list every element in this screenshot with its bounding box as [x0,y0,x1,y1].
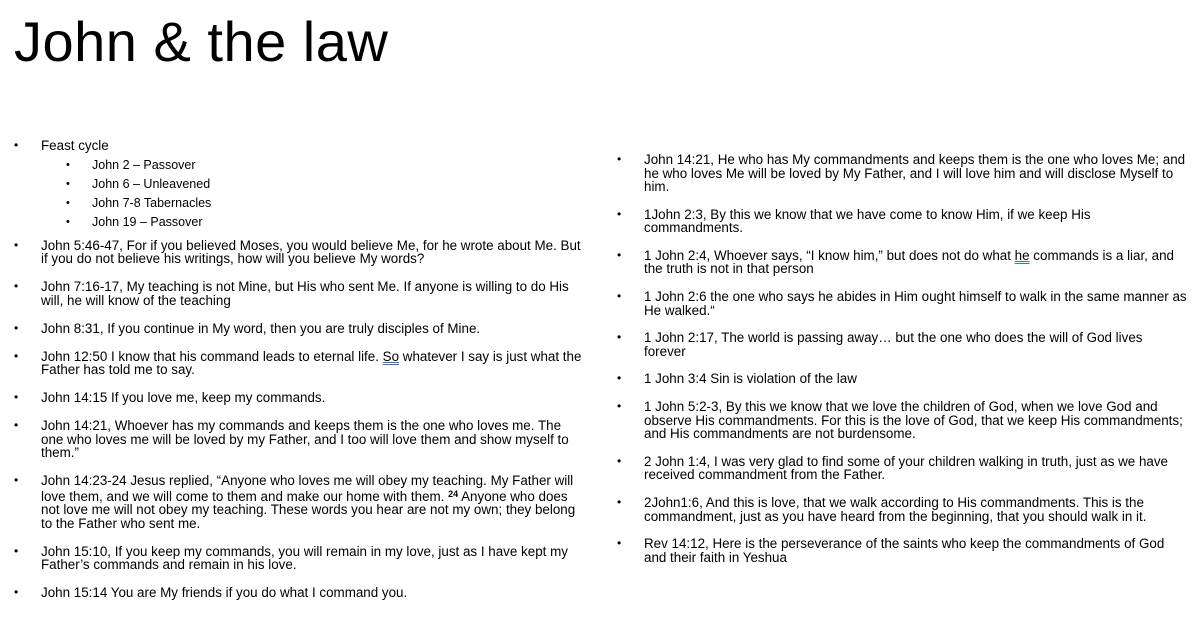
bullet-icon: • [66,177,70,190]
bullet-icon: • [14,237,19,252]
bullet-icon: • [617,495,622,509]
bullet-icon: • [14,390,19,404]
sub-list-item: • John 7-8 Tabernacles [66,195,212,210]
bullet-icon: • [617,371,622,386]
proofing-underlined-word: So [382,348,400,364]
bullet-icon: • [617,399,622,414]
list-item: • John 14:23-24 Jesus replied, “Anyone who loves me will obey my teaching. My Father will love them, and we will come to them and make our home with them. $^{24}$ Anyone who does not love me will not obey my teaching. These words you hear are not my own; they belong to the Father who sent me. [14,473,576,531]
bullet-icon: • [14,348,19,363]
list-item: • John 12:50 I know that his command leads to eternal life. So whatever I say is just what the Father has told me to say. [14,348,582,377]
bullet-icon: • [617,206,622,221]
list-item: • John 8:31, If you continue in My word, then you are truly disciples of Mine. [14,320,481,336]
bullet-icon: • [14,279,19,293]
list-item: • John 14:21, Whoever has my commands and keeps them is the one who loves me. The one who loves me will be loved by my Father, and I too will love them and show myself to them.” [14,418,569,460]
bullet-icon: • [617,247,622,262]
feast-sub-list [41,159,584,229]
bullet-icon: • [66,215,70,228]
list-item: • 1 John 3:4 Sin is violation of the law [617,371,857,387]
list-item: • 1 John 2:4, Whoever says, “I know him,” but does not do what he commands is a liar, and the truth is not in that person [617,247,1174,277]
list-item: • John 14:21, He who has My commandments and keeps them is the one who loves Me; and he who loves Me will be loved by My Father, and I will love him and will disclose Myself to him. [617,152,1186,194]
bullet-icon: • [14,138,19,152]
list-item: • 1John 2:3, By this we know that we have come to know Him, if we keep His commandments. [617,206,1091,236]
list-item: • 2 John 1:4, I was very glad to find some of your children walking in truth, just as we have received commandment from the Father. [617,453,1168,483]
list-item: • Rev 14:12, Here is the perseverance of the saints who keep the commandments of God and their faith in Yeshua [617,536,1165,565]
feast-cycle-label: Feast cycle [41,138,109,153]
sub-list-item: • John 6 – Unleavened [66,176,211,191]
list-item: • John 14:15 If you love me, keep my commands. [14,390,326,405]
bullet-icon: • [617,330,622,345]
list-item: • 1 John 5:2-3, By this we know that we love the children of God, when we love God and observe His commandments. For this is the love of God, that we keep His commandments; and His commandments are not burdensome. [617,399,1183,442]
bullet-icon: • [14,320,19,335]
list-item: • John 5:46-47, For if you believed Moses, you would believe Me, for he wrote about Me. But if you do not believe his writings, how will you believe My words? [14,237,581,266]
list-item: • John 7:16-17, My teaching is not Mine, but His who sent Me. If anyone is willing to do His will, he will know of the teaching [14,279,569,308]
bullet-icon: • [14,473,19,487]
bullet-icon: • [617,289,622,304]
bullet-icon: • [617,536,622,551]
bullet-icon: • [66,196,70,209]
sub-list-item: • John 2 – Passover [66,157,196,172]
bullet-icon: • [617,152,622,166]
list-item: • John 15:14 You are My friends if you do what I command you. [14,585,408,600]
bullet-icon: • [66,158,70,171]
bullet-icon: • [14,585,19,599]
list-item: • John 15:10, If you keep my commands, you will remain in my love, just as I have kept my Father’s commands and remain in his love. [14,543,568,572]
right-bullet-list [617,153,1187,578]
list-item-feast-cycle [14,139,584,229]
bullet-icon: • [617,453,622,468]
bullet-icon: • [14,543,19,558]
sub-list-item: • John 19 – Passover [66,214,203,229]
left-bullet-list [14,139,584,614]
list-item: • 1 John 2:6 the one who says he abides in Him ought himself to walk in the same manner as He walked.“ [617,289,1187,318]
list-item: • 1 John 2:17, The world is passing away… but the one who does the will of God lives forever [617,330,1143,359]
verse-number: 24 [448,488,459,499]
slide-title: John & the law [14,10,389,73]
proofing-underlined-word: he [1014,247,1030,263]
list-item: • 2John1:6, And this is love, that we walk according to His commandments. This is the commandment, just as you have heard from the beginning, that you should walk in it. [617,495,1147,524]
bullet-icon: • [14,418,19,432]
